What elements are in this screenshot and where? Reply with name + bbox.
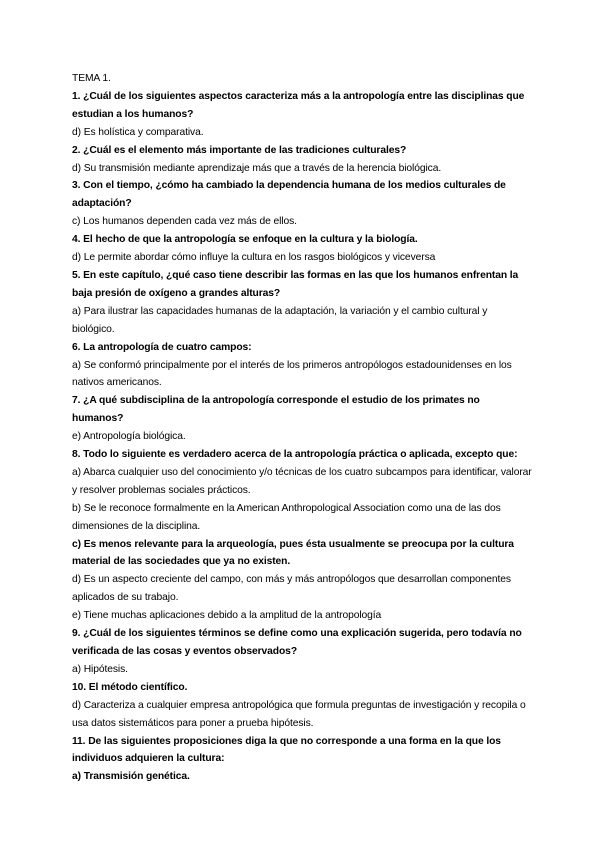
question-text: 1. ¿Cuál de los siguientes aspectos caracteriza más a la antropología entre las disciplinas que estudian a los humanos? (72, 90, 525, 120)
question-text: 2. ¿Cuál es el elemento más importante de las tradiciones culturales? (72, 144, 407, 156)
question-list (72, 88, 532, 786)
answer-text: a) Para ilustrar las capacidades humanas de la adaptación, la variación y el cambio cultural y biológico. (72, 305, 488, 335)
answer-text: d) Le permite abordar cómo influye la cultura en los rasgos biológicos y viceversa (72, 252, 436, 264)
document-page (72, 70, 532, 786)
question-text: c) Es menos relevante para la arqueología, pues ésta usualmente se preocupa por la cultura material de las sociedades que ya no existen. (72, 538, 514, 568)
answer-text: d) Su transmisión mediante aprendizaje más que a través de la herencia biológica. (72, 162, 442, 174)
answer-text: a) Abarca cualquier uso del conocimiento y/o técnicas de los cuatro subcampos para identificar, valorar y resolver problemas sociales prácticos. (72, 466, 532, 496)
question-text: 10. El método científico. (72, 681, 188, 693)
question-text: 5. En este capítulo, ¿qué caso tiene describir las formas en las que los humanos enfrentan la baja presión de oxígeno a grandes alturas? (72, 269, 519, 299)
question-text: 7. ¿A qué subdisciplina de la antropología corresponde el estudio de los primates no humanos? (72, 395, 480, 425)
answer-text: a) Hipótesis. (72, 663, 128, 675)
document-title: TEMA 1. (72, 73, 111, 84)
answer-text: c) Los humanos dependen cada vez más de ellos. (72, 216, 297, 228)
question-text: 11. De las siguientes proposiciones diga la que no corresponde a una forma en la que los individuos adquieren la cultura: (72, 735, 501, 765)
answer-text: d) Caracteriza a cualquier empresa antropológica que formula preguntas de investigación y recopila o usa datos sistemáticos para poner a prueba hipótesis. (72, 699, 526, 729)
answer-text: e) Tiene muchas aplicaciones debido a la amplitud de la antropología (72, 610, 382, 622)
answer-text: b) Se le reconoce formalmente en la American Anthropological Association como una de las dos dimensiones de la disciplina. (72, 502, 501, 532)
question-text: 9. ¿Cuál de los siguientes términos se define como una explicación sugerida, pero todavía no verificada de las cosas y eventos observados? (72, 628, 522, 657)
question-text: a) Transmisión genética. (72, 771, 190, 783)
answer-text: d) Es holística y comparativa. (72, 126, 204, 138)
question-text: 6. La antropología de cuatro campos: (72, 341, 252, 353)
answer-text: a) Se conformó principalmente por el interés de los primeros antropólogos estadounidenses en los nativos americanos. (72, 359, 512, 389)
question-text: 3. Con el tiempo, ¿cómo ha cambiado la dependencia humana de los medios culturales de adaptación? (72, 180, 506, 210)
question-text: 4. El hecho de que la antropología se enfoque en la cultura y la biología. (72, 234, 418, 246)
question-text: 8. Todo lo siguiente es verdadero acerca de la antropología práctica o aplicada, excepto que: (72, 449, 518, 461)
answer-text: d) Es un aspecto creciente del campo, con más y más antropólogos que desarrollan componentes aplicados de su trabajo. (72, 574, 511, 604)
answer-text: e) Antropología biológica. (72, 431, 186, 443)
